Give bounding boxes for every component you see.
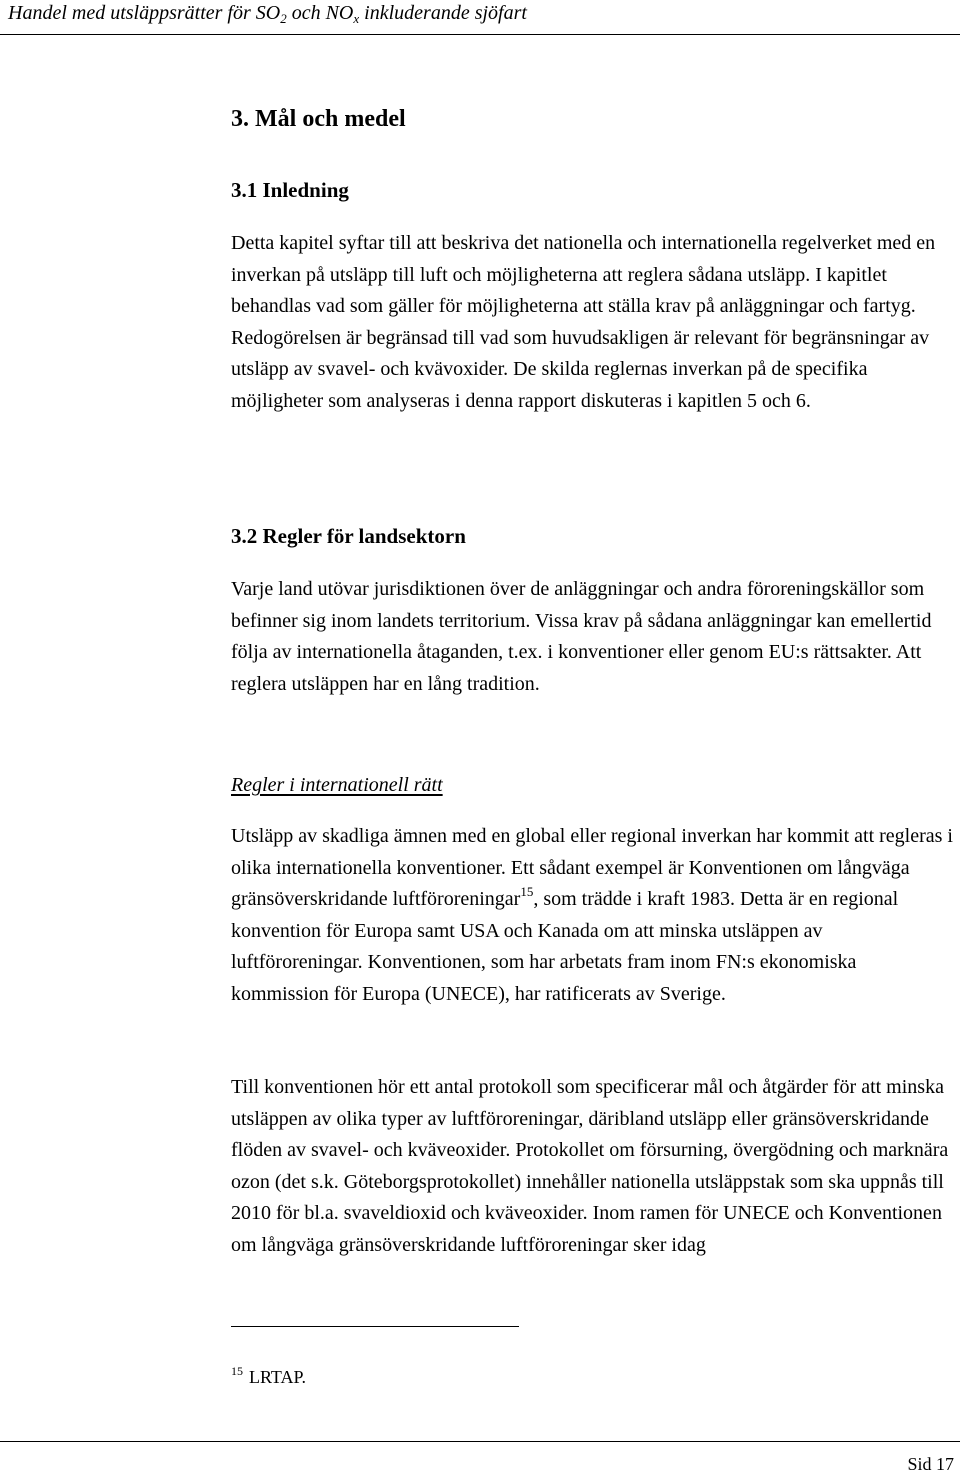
footnote-text: LRTAP.	[249, 1367, 306, 1387]
section-paragraph-landsektorn: Varje land utövar jurisdiktionen över de anläggningar och andra föroreningskällor som befinner sig inom landets territorium. Vissa krav på sådana anläggningar kan emellertid följa av internationella åtaganden, t.ex. i konventioner eller genom EU:s rättsakter. Att reglera utsläppen har en lång tradition.	[231, 578, 932, 695]
section-heading-landsektorn: 3.2 Regler för landsektorn	[231, 524, 466, 548]
footer-divider	[0, 1441, 960, 1442]
header-divider	[0, 34, 960, 35]
header-title-part: inkluderande sjöfart	[359, 2, 527, 24]
section-paragraph-inledning: Detta kapitel syftar till att beskriva det nationella och internationella regelverket med en inverkan på utsläpp till luft och möjligheterna att reglera sådana utsläpp. I kapitlet behandlas vad som gäller för möjligheterna att ställa krav på anläggningar och fartyg. Redogörelsen är begränsad till vad som huvudsakligen är relevant för begränsningar av utsläpp av svavel- och kvävoxider. De skilda reglernas inverkan på de specifika möjligheter som analyseras i denna rapport diskuteras i kapitlen 5 och 6.	[231, 232, 936, 412]
footnote-divider	[231, 1326, 519, 1327]
footnote-number: 15	[231, 1364, 243, 1378]
header-subscript: x	[353, 11, 360, 26]
footnote	[231, 1364, 306, 1390]
subsection-heading: Regler i internationell rätt	[231, 774, 443, 796]
header-subscript: 2	[280, 11, 287, 26]
running-header	[8, 0, 952, 32]
header-title-part: och NO	[286, 2, 354, 24]
page-number: Sid 17	[907, 1454, 954, 1474]
paragraph-text: Utsläpp av skadliga ämnen med en global eller regional inverkan har kommit att regleras i olika internationella konventioner. Ett sådant exempel är Konventionen om långväga gränsöverskridande luftföroreningar	[231, 825, 953, 911]
subsection-paragraph-1	[231, 821, 959, 1011]
section-heading-inledning: 3.1 Inledning	[231, 178, 349, 202]
chapter-heading: 3. Mål och medel	[231, 106, 406, 132]
paragraph-text: , som trädde i kraft 1983. Detta är en regional konvention för Europa samt USA och Kanada om att minska utsläppen av luftföroreningar. Konventionen, som har arbetats fram inom FN:s ekonomiska kommission för Europa (UNECE), har ratificerats av Sverige.	[231, 888, 899, 1005]
footnote-reference: 15	[520, 884, 534, 900]
header-title-part: Handel med utsläppsrätter för SO	[8, 2, 281, 24]
subsection-paragraph-2: Till konventionen hör ett antal protokoll som specificerar mål och åtgärder för att minska utsläppen av olika typer av luftföroreningar, däribland utsläpp eller gränsöverskridande flöden av svavel- och kväveoxider. Protokollet om försurning, övergödning och marknära ozon (det s.k. Göteborgsprotokollet) innehåller nationella utsläppstak som ska uppnås till 2010 för bl.a. svaveldioxid och kväveoxider. Inom ramen för UNECE och Konventionen om långväga gränsöverskridande luftföroreningar sker idag	[231, 1076, 949, 1256]
